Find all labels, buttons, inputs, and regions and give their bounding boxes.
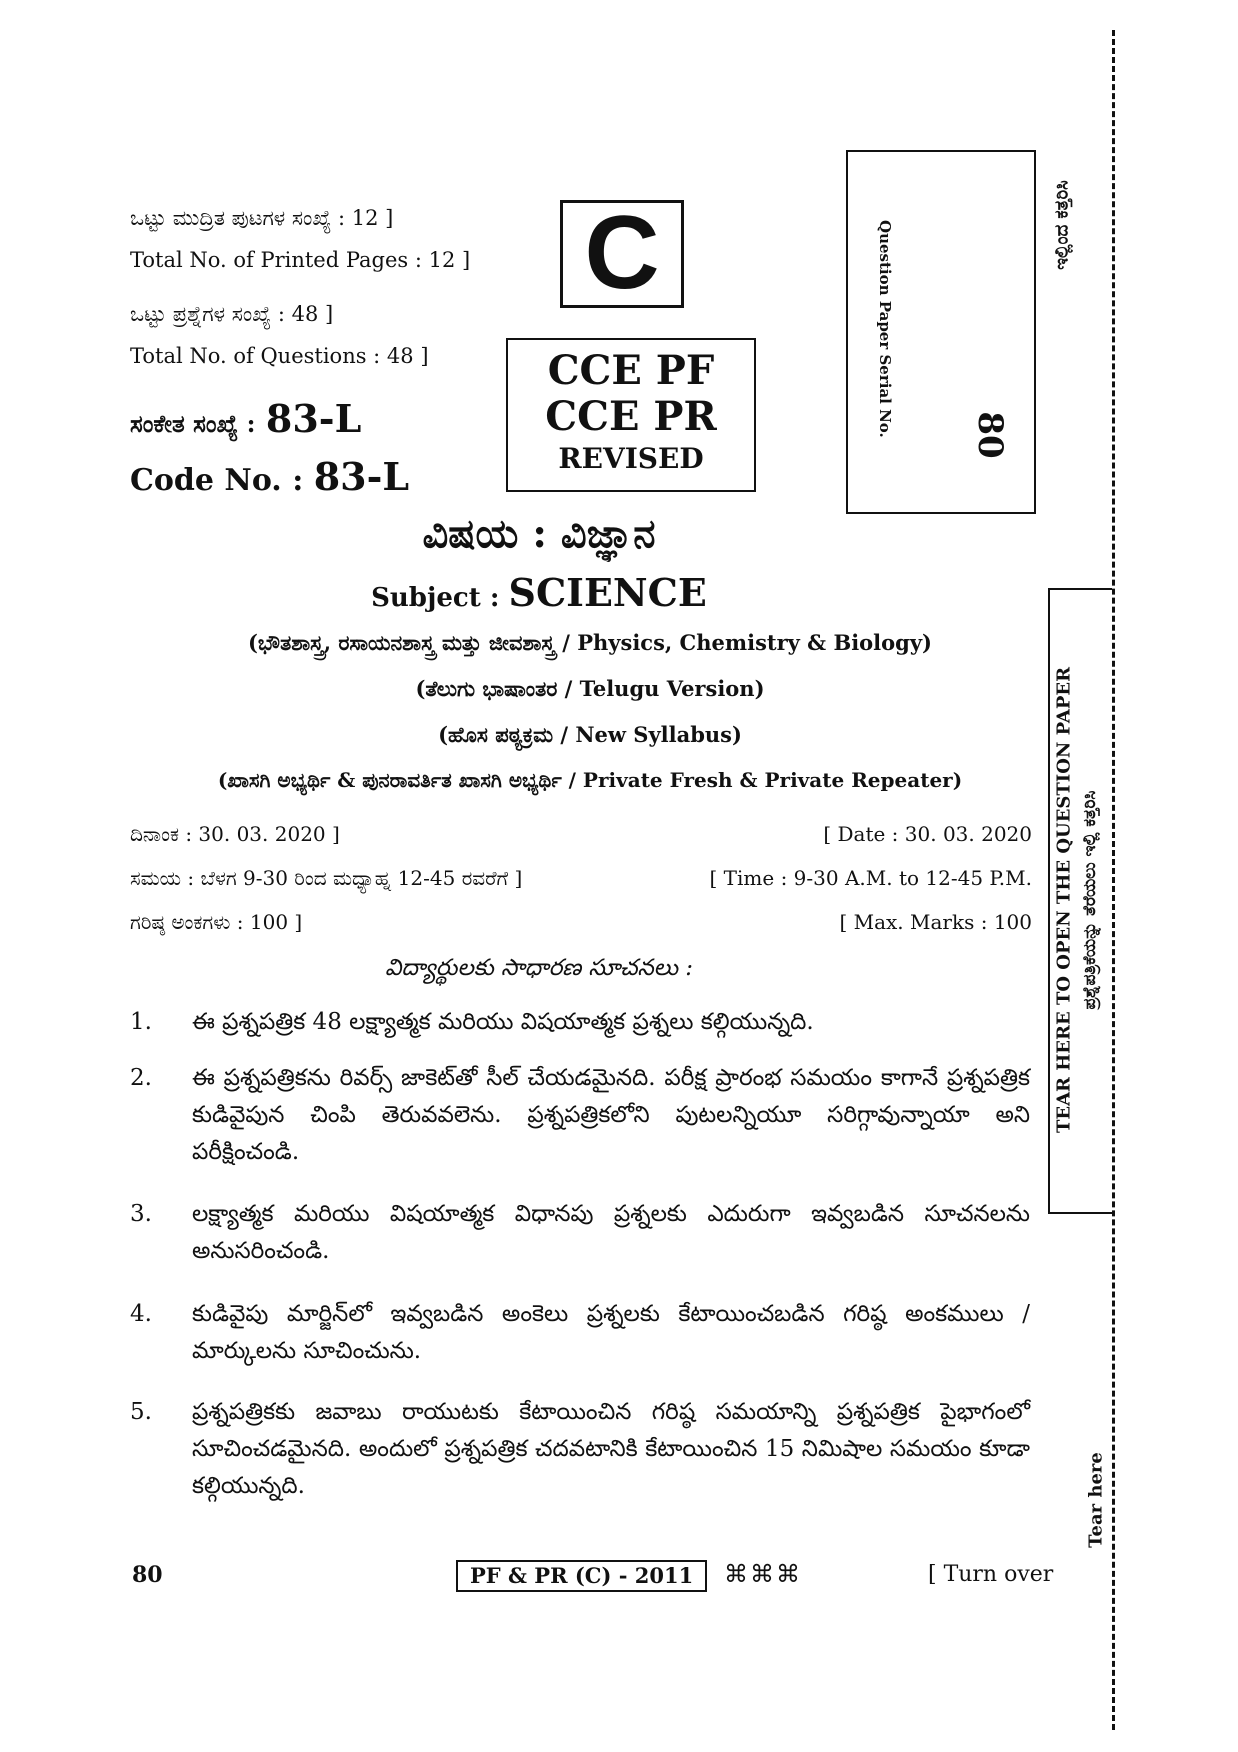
code-label-kn: ಸಂಕೇತ ಸಂಖ್ಯೆ :: [130, 409, 256, 438]
instruction-text: ఈ ప్రశ్నపత్రిక 48 లక్ష్యాత్మక మరియు విషయాత్మక ప్రశ్నలు కల్గియున్నది.: [192, 1009, 814, 1035]
serial-number-value: 80: [970, 411, 1010, 459]
instruction-text: ప్రశ్నపత్రికకు జవాబు రాయుటకు కేటాయించిన గరిష్ఠ సమయాన్ని ప్రశ్నపత్రిక పైభాగంలో సూచించడమైనది. అందులో ప్రశ్నపత్రిక చదవటానికి కేటాయించిన 15 నిమిషాల సమయం కూడా కల్గియున్నది.: [192, 1399, 1030, 1499]
tear-instruction-kn: ಪ್ರಶ್ನೆಪತ್ರಿಕೆಯನ್ನು ತೆರೆಯಲು ಇಲ್ಲಿ ಕತ್ತರಿಸಿ: [1080, 790, 1100, 1010]
exam-type-box: [506, 338, 756, 492]
date-kn: ದಿನಾಂಕ : 30. 03. 2020 ]: [130, 822, 340, 846]
candidate-type-line: (ಖಾಸಗಿ ಅಭ್ಯರ್ಥಿ & ಪುನರಾವರ್ತಿತ ಖಾಸಗಿ ಅಭ್ಯರ್ಥಿ / Private Fresh & Private Repeater): [217, 768, 963, 792]
printed-pages-kn: ಒಟ್ಟು ಮುದ್ರಿತ ಪುಟಗಳ ಸಂಖ್ಯೆ : 12 ]: [130, 206, 394, 230]
instruction-text: కుడివైపు మార్జిన్‌లో ఇవ్వబడిన అంకెలు ప్రశ్నలకు కేటాయించబడిన గరిష్ఠ అంకములు / మార్కులను సూచించును.: [192, 1301, 1030, 1364]
subject-components: (ಭೌತಶಾಸ್ತ್ರ, ರಸಾಯನಶಾಸ್ತ್ರ ಮತ್ತು ಜೀವಶಾಸ್ತ್ರ / Physics, Chemistry & Biology): [247, 630, 932, 655]
max-marks-en: [ Max. Marks : 100: [839, 910, 1032, 934]
total-questions-en: Total No. of Questions : 48 ]: [130, 344, 429, 368]
serial-number-label: Question Paper Serial No.: [876, 220, 894, 438]
footer-serial-number: 80: [132, 1562, 163, 1588]
exam-type-line-3: REVISED: [558, 442, 704, 475]
instructions-title: విద్యార్థులకు సాధారణ సూచనలు :: [384, 955, 694, 981]
exam-type-line-1: CCE PF: [547, 347, 715, 394]
instruction-number: 5.: [130, 1399, 152, 1425]
instruction-number: 1.: [130, 1009, 152, 1035]
question-set-box: C: [560, 200, 684, 308]
instruction-item: [130, 1296, 1030, 1370]
subject-heading-kn: ವಿಷಯ : ವಿಜ್ಞಾನ: [422, 510, 656, 557]
instruction-item: [130, 1394, 1030, 1505]
subject-label: Subject :: [371, 583, 500, 613]
instruction-item: [130, 1196, 1030, 1270]
tear-here-label: Tear here: [1085, 1452, 1107, 1548]
subject-value: SCIENCE: [508, 570, 707, 615]
printed-pages-en: Total No. of Printed Pages : 12 ]: [130, 248, 471, 272]
date-en: [ Date : 30. 03. 2020: [823, 822, 1032, 846]
exam-type-line-2: CCE PR: [545, 393, 717, 440]
syllabus-line: (ಹೊಸ ಪಠ್ಯಕ್ರಮ / New Syllabus): [438, 722, 742, 747]
instruction-number: 4.: [130, 1301, 152, 1327]
total-questions-kn: ಒಟ್ಟು ಪ್ರಶ್ನೆಗಳ ಸಂಖ್ಯೆ : 48 ]: [130, 302, 334, 326]
code-label-en: Code No. :: [130, 463, 304, 498]
code-number-kn: [130, 396, 361, 441]
tear-dashed-line: [1112, 30, 1115, 1730]
code-value-kn: 83-L: [265, 396, 362, 441]
time-kn: ಸಮಯ : ಬೆಳಗ 9-30 ರಿಂದ ಮಧ್ಯಾಹ್ನ 12-45 ರವರೆಗೆ ]: [130, 866, 523, 890]
instruction-item: [130, 1060, 1030, 1171]
cut-here-kn-top: ಇಲ್ಲಿಂದ ಕತ್ತರಿಸಿ: [1051, 180, 1073, 270]
footer-ornament-icon: ⌘⌘⌘: [724, 1560, 802, 1588]
serial-number-box: [846, 150, 1036, 514]
instruction-item: [130, 1004, 1030, 1041]
turn-over-label: [ Turn over: [928, 1562, 1054, 1587]
instruction-number: 2.: [130, 1065, 152, 1091]
code-value-en: 83-L: [313, 454, 410, 499]
instruction-text: ఈ ప్రశ్నపత్రికను రివర్స్ జాకెట్‌తో సీల్ చేయడమైనది. పరీక్ష ప్రారంభ సమయం కాగానే ప్రశ్నపత్రిక కుడివైపున చింపి తెరువవలెను. ప్రశ్నపత్రికలోని పుటలన్నియూ సరిగ్గావున్నాయా అని పరీక్షించండి.: [192, 1065, 1030, 1165]
subject-heading-en: [0, 570, 1158, 615]
instruction-number: 3.: [130, 1201, 152, 1227]
version-line: (ತೆಲುಗು ಭಾಷಾಂತರ / Telugu Version): [415, 676, 765, 701]
max-marks-kn: ಗರಿಷ್ಠ ಅಂಕಗಳು : 100 ]: [130, 910, 303, 934]
tear-instruction-en: TEAR HERE TO OPEN THE QUESTION PAPER: [1053, 666, 1075, 1134]
footer-paper-code: PF & PR (C) - 2011: [456, 1560, 707, 1592]
instruction-text: లక్ష్యాత్మక మరియు విషయాత్మక విధానపు ప్రశ్నలకు ఎదురుగా ఇవ్వబడిన సూచనలను అనుసరించండి.: [192, 1201, 1030, 1264]
code-number-en: [130, 454, 409, 499]
time-en: [ Time : 9-30 A.M. to 12-45 P.M.: [709, 866, 1032, 890]
